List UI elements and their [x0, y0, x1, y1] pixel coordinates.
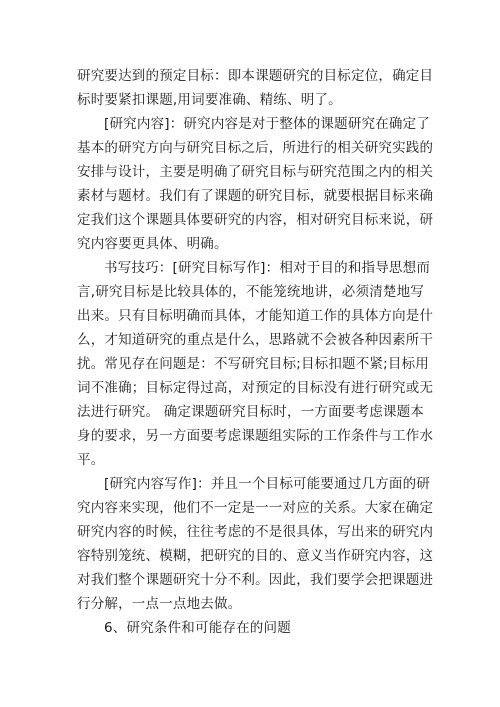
text-line: [研究内容]：研究内容是对于整体的课题研究在确定了 [104, 116, 431, 132]
text-line: 平。 [77, 452, 105, 468]
text-line: [研究内容写作]：并且一个目标可能要通过几方面的研 [104, 476, 431, 492]
section-heading: 6、研究条件和可能存在的问题 [104, 620, 291, 636]
text-line: 究内容要更具体、明确。 [77, 236, 228, 252]
text-line: 容特别笼统、模糊，把研究的目的、意义当作研究内容，这 [77, 548, 434, 564]
text-line: 法进行研究。 确定课题研究目标时，一方面要考虑课题本 [77, 404, 424, 420]
text-line: 研究要达到的预定目标：即本课题研究的目标定位，确定目 [77, 68, 434, 84]
text-line: 书写技巧：[研究目标写作]：相对于目的和指导思想而 [104, 260, 431, 276]
text-line: 出来。只有目标明确而具体，才能知道工作的具体方向是什 [77, 308, 434, 324]
text-line: 扰。常见存在问题是：不写研究目标;目标扣题不紧;目标用 [77, 356, 429, 372]
text-line: 行分解，一点一点地去做。 [77, 596, 242, 612]
text-line: 定我们这个课题具体要研究的内容，相对研究目标来说，研 [77, 212, 434, 228]
text-line: 身的要求，另一方面要考虑课题组实际的工作条件与工作水 [77, 428, 434, 444]
text-line: 标时要紧扣课题,用词要准确、精练、明了。 [77, 92, 342, 108]
text-line: 词不准确；目标定得过高，对预定的目标没有进行研究或无 [77, 380, 434, 396]
text-line: 么，才知道研究的重点是什么，思路就不会被各种因素所干 [77, 332, 434, 348]
text-line: 研究内容的时候，往往考虑的不是很具体，写出来的研究内 [77, 524, 434, 540]
text-line: 对我们整个课题研究十分不利。因此，我们要学会把课题进 [77, 572, 434, 588]
text-line: 素材与题材。我们有了课题的研究目标，就要根据目标来确 [77, 188, 434, 204]
text-line: 究内容来实现，他们不一定是一一对应的关系。大家在确定 [77, 500, 434, 516]
text-line: 基本的研究方向与研究目标之后，所进行的相关研究实践的 [77, 140, 434, 156]
text-line: 安排与设计，主要是明确了研究目标与研究范围之内的相关 [77, 164, 434, 180]
text-line: 言,研究目标是比较具体的，不能笼统地讲，必须清楚地写 [77, 284, 424, 300]
